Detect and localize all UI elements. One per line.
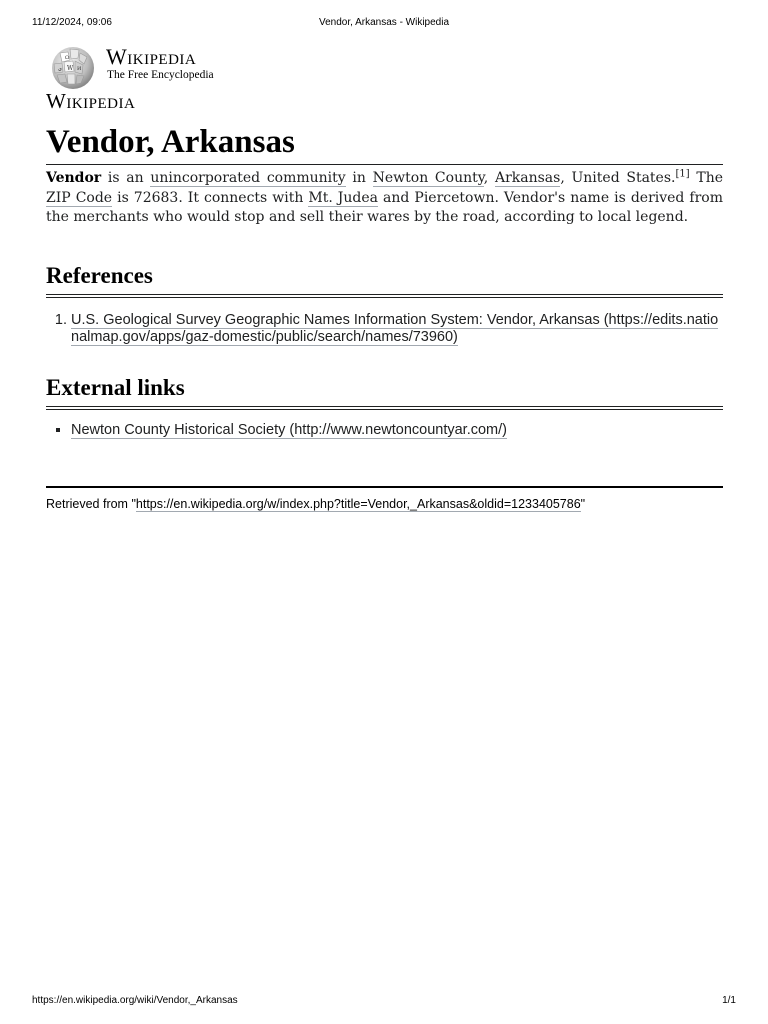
wikipedia-logo[interactable] bbox=[46, 42, 723, 90]
external-links-list bbox=[46, 422, 723, 439]
reference-link[interactable]: U.S. Geological Survey Geographic Names Information System: Vendor, Arkansas (https://edits.nationalmap.gov/apps/gaz-domestic/public/search/names/73960) bbox=[71, 311, 719, 345]
wordmark-tagline: The Free Encyclopedia bbox=[107, 69, 214, 81]
wordmark bbox=[106, 45, 214, 82]
retrieved-url-link[interactable]: https://en.wikipedia.org/w/index.php?title=Vendor,_Arkansas&oldid=1233405786 bbox=[135, 496, 581, 511]
svg-text:Ω: Ω bbox=[65, 55, 70, 61]
lead-subject: Vendor bbox=[46, 170, 102, 186]
print-page-number: 1/1 bbox=[722, 995, 736, 1006]
references-heading: References bbox=[46, 262, 723, 298]
print-page-title: Vendor, Arkansas - Wikipedia bbox=[318, 17, 450, 28]
lead-text-5: The bbox=[689, 170, 724, 186]
link-newton-county[interactable]: Newton County bbox=[372, 170, 484, 186]
retrieved-from bbox=[46, 486, 723, 511]
print-datetime: 11/12/2024, 09:06 bbox=[32, 17, 112, 28]
lead-text-2: in bbox=[345, 170, 373, 186]
external-links-heading: External links bbox=[46, 374, 723, 410]
reference-link-1[interactable]: [1] bbox=[675, 168, 690, 180]
link-arkansas[interactable]: Arkansas bbox=[494, 170, 561, 186]
external-link[interactable]: Newton County Historical Society (http://www.newtoncountyar.com/) bbox=[71, 421, 507, 438]
print-page-url: https://en.wikipedia.org/wiki/Vendor,_Arkansas bbox=[32, 995, 238, 1006]
print-header bbox=[32, 17, 736, 31]
wordmark-name: Wikipedia bbox=[106, 44, 197, 69]
retrieved-suffix: " bbox=[580, 496, 586, 511]
lead-text-6: is 72683. It connects with bbox=[112, 189, 309, 206]
link-mt-judea[interactable]: Mt. Judea bbox=[308, 189, 379, 206]
page-title: Vendor, Arkansas bbox=[46, 122, 723, 165]
wordmark-secondary[interactable]: Wikipedia bbox=[46, 89, 136, 113]
article-content bbox=[46, 42, 723, 511]
print-footer bbox=[32, 995, 736, 1009]
lead-paragraph bbox=[46, 169, 723, 228]
references-list bbox=[46, 312, 723, 346]
lead-text-1: is an bbox=[101, 170, 151, 186]
link-unincorporated-community[interactable]: unincorporated community bbox=[150, 170, 346, 186]
retrieved-prefix: Retrieved from " bbox=[46, 496, 136, 511]
lead-text-7: and Piercetown. Vendor's name is derived from the merchants who would stop and sell their wares by the road, according to local legend. bbox=[46, 189, 723, 225]
lead-text-4: , United States. bbox=[560, 170, 676, 186]
list-item bbox=[71, 312, 723, 346]
svg-text:ي: ي bbox=[58, 66, 62, 72]
lead-text-3: , bbox=[483, 170, 495, 186]
wikipedia-globe-icon bbox=[46, 44, 100, 90]
link-zip-code[interactable]: ZIP Code bbox=[46, 189, 113, 206]
svg-text:W: W bbox=[67, 65, 74, 72]
list-item bbox=[71, 422, 723, 439]
svg-text:И: И bbox=[77, 66, 82, 72]
